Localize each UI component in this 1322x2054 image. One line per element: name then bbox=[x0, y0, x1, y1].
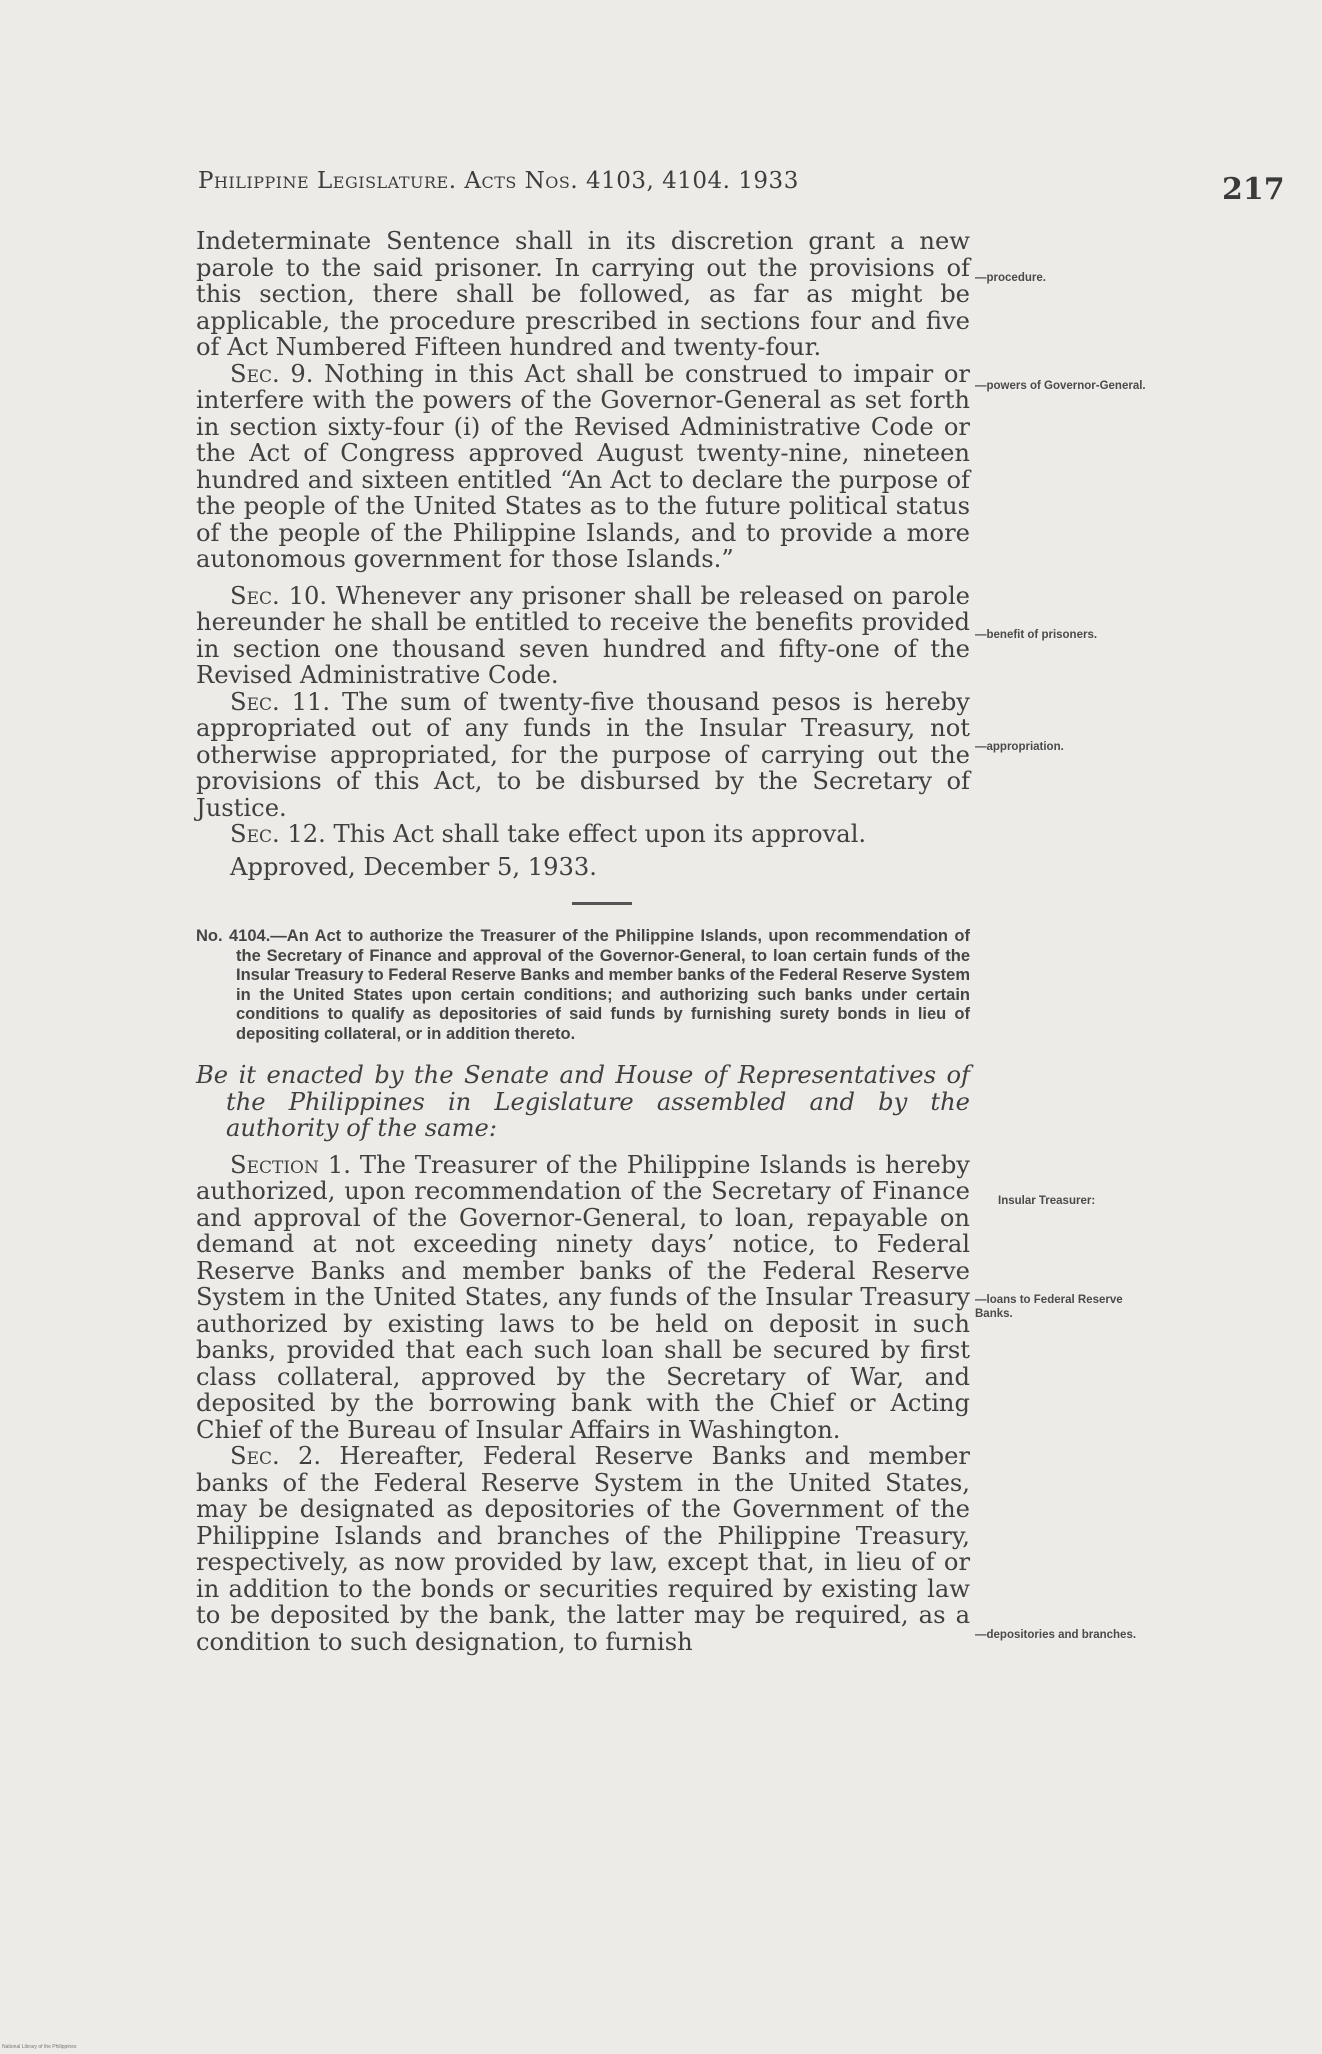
section-text: The Treasurer of the Philippine Islands is hereby authorized, upon recommendation of the Secretary of Finance and approval of the Governor-General, to loan, repayable on demand at not exceeding ninety days’ notice, to Federal Reserve Banks and member banks of the Federal Reserve System in the United States, any funds of the Insular Treasury authorized by existing laws to be held on deposit in such banks, provided that each such loan shall be secured by first class collateral, approved by the Secretary of War, and deposited by the borrowing bank with the Chief or Acting Chief of the Bureau of Insular Affairs in Washington. bbox=[196, 1150, 970, 1444]
section-label: Sec. 2. bbox=[230, 1442, 322, 1470]
margin-note-depositories: —depositories and branches. bbox=[975, 1629, 1137, 1641]
section-label: Sec. 9. bbox=[230, 359, 314, 388]
section-text: Nothing in this Act shall be construed to impair or interfere with the powers of the Governor-General as set forth in section sixty-four (i) of the Revised Administrative Code or the Act of Congress approved August twenty-nine, nineteen hundred and sixteen entitled “An Act to declare the purpose of the people of the United States as to the future political status of the people of the Philippine Islands, and to provide a more autonomous government for those Islands.” bbox=[196, 359, 970, 573]
section-divider bbox=[572, 902, 632, 905]
enacting-clause-block bbox=[196, 1062, 970, 1142]
paragraph-section1 bbox=[196, 1152, 970, 1444]
paragraph-sec11 bbox=[196, 689, 970, 822]
approval-date: Approved, December 5, 1933. bbox=[230, 852, 597, 881]
paragraph-sec2 bbox=[196, 1443, 970, 1655]
section-label: Sec. 12. bbox=[230, 820, 326, 848]
margin-note-loans: —loans to Federal Reserve Banks. bbox=[975, 1294, 1123, 1320]
section-text: Whenever any prisoner shall be released on parole hereunder he shall be entitled to receive the benefits provided in section one thousand seven hundred and fifty-one of the Revised Administrative Code. bbox=[196, 581, 970, 689]
margin-note-procedure: —procedure. bbox=[975, 272, 1046, 284]
margin-note-appropriation: —appropriation. bbox=[975, 741, 1064, 753]
act-title: No. 4104.—An Act to authorize the Treasurer of the Philippine Islands, upon recommendation of the Secretary of Finance and approval of the Governor-General, to loan certain funds of the Insular Treasury to Federal Reserve Banks and member banks of the Federal Reserve System in the United States upon certain conditions; and authorizing such banks under certain conditions to qualify as depositories of said funds by furnishing surety bonds in lieu of depositing collateral, or in addition thereto. bbox=[196, 927, 970, 1043]
paragraph-sec9 bbox=[196, 361, 970, 573]
section-text: Hereafter, Federal Reserve Banks and member banks of the Federal Reserve System in the United States, may be designated as depositories of the Government of the Philippine Islands and branches of the Philippine Treasury, respectively, as now provided by law, except that, in lieu of or in addition to the bonds or securities required by existing law to be deposited by the bank, the latter may be required, as a condition to such designation, to furnish bbox=[196, 1442, 970, 1656]
section-label: Sec. 11. bbox=[230, 687, 331, 716]
page-number: 217 bbox=[1222, 172, 1285, 207]
section-text: This Act shall take effect upon its approval. bbox=[333, 820, 867, 848]
act-title-block bbox=[196, 927, 970, 1044]
margin-note-benefit: —benefit of prisoners. bbox=[975, 629, 1098, 641]
margin-note-insular-treasurer: Insular Treasurer: bbox=[998, 1195, 1096, 1207]
section-label: Section 1. bbox=[230, 1150, 351, 1179]
running-head: Philippine Legislature. Acts Nos. 4103, 4104. 1933 bbox=[198, 168, 799, 194]
section-text: The sum of twenty-five thousand pesos is hereby appropriated out of any funds in the Insular Treasury, not otherwise appropriated, for the purpose of carrying out the provisions of this Act, to be disbursed by the Secretary of Justice. bbox=[196, 687, 970, 822]
library-stamp: National Library of the Philippines bbox=[2, 2044, 77, 2050]
section-label: Sec. 10. bbox=[230, 581, 328, 610]
paragraph-sec10 bbox=[196, 583, 970, 689]
paragraph-sec12 bbox=[196, 821, 970, 848]
paragraph-sec8-continued: Indeterminate Sentence shall in its discretion grant a new parole to the said prisoner. In carrying out the provisions of this section, there shall be followed, as far as might be applicable, the procedure prescribed in sections four and five of Act Numbered Fifteen hundred and twenty-four. bbox=[196, 227, 970, 361]
document-body bbox=[196, 228, 970, 1655]
margin-note-powers: —powers of Governor-General. bbox=[975, 380, 1146, 392]
enacting-clause: Be it enacted by the Senate and House of Representatives of the Philippines in Legislature assembled and by the authority of the same: bbox=[196, 1061, 970, 1142]
